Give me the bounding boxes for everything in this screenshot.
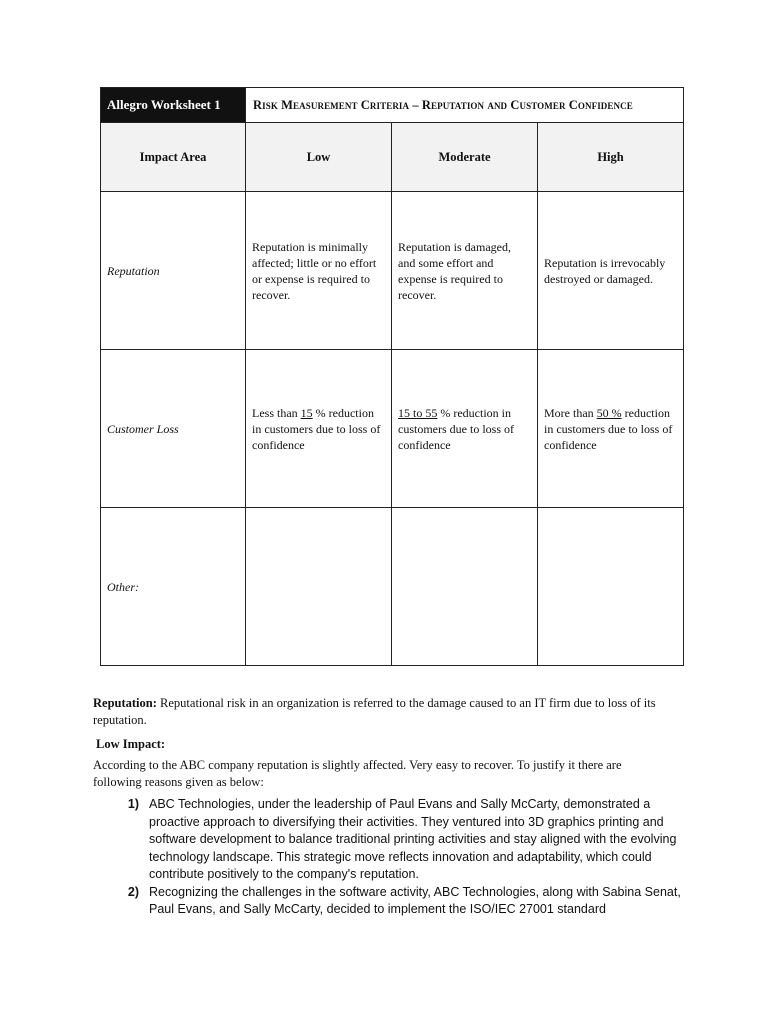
impact-area-reputation: Reputation <box>101 192 246 350</box>
low-impact-heading: Low Impact: <box>96 737 166 751</box>
worksheet-title: Allegro Worksheet 1 <box>101 88 246 123</box>
according-paragraph: According to the ABC company reputation is slightly affected. Very easy to recover. To justify it there are following reasons given as below: <box>93 758 622 789</box>
list-item-number: 2) <box>127 884 139 899</box>
low-suffix-text: % reduction in customers due to loss of confidence <box>252 405 381 452</box>
reputation-definition <box>93 695 673 729</box>
list-item-number: 1) <box>127 797 139 811</box>
risk-measurement-title: Risk Measurement Criteria – Reputation and Customer Confidence <box>246 88 684 123</box>
other-high-cell <box>538 508 684 666</box>
header-low: Low <box>246 123 392 192</box>
customer-loss-high-cell <box>538 350 684 508</box>
high-threshold-value: 50 % <box>596 405 622 420</box>
list-item <box>93 796 683 884</box>
low-prefix-text: Less than <box>252 405 301 420</box>
moderate-threshold-value: 15 to 55 <box>398 405 438 420</box>
reputation-label: Reputation: <box>93 696 157 710</box>
other-low-cell <box>246 508 392 666</box>
other-moderate-cell <box>392 508 538 666</box>
high-suffix-text: reduction in customers due to loss of confidence <box>544 405 673 452</box>
high-prefix-text: More than <box>544 405 597 420</box>
reputation-high-cell: Reputation is irrevocably destroyed or damaged. <box>538 192 684 350</box>
list-item-text: ABC Technologies, under the leadership of Paul Evans and Sally McCarty, demonstrated a proactive approach to diversifying their activities. They ventured into 3D graphics printing and software development to balance traditional printing activities and stay aligned with the evolving technology landscape. This strategic move reflects innovation and adaptability, which could contribute positively to the company's reputation. <box>149 797 677 881</box>
table-row-reputation <box>101 192 684 350</box>
low-threshold-value: 15 <box>300 405 313 420</box>
reputation-moderate-cell: Reputation is damaged, and some effort and expense is required to recover. <box>392 192 538 350</box>
list-item-text: Recognizing the challenges in the software activity, ABC Technologies, along with Sabina Senat, Paul Evans, and Sally McCarty, decided to implement the ISO/IEC 27001 standard <box>149 884 681 916</box>
customer-loss-moderate-cell <box>392 350 538 508</box>
impact-area-other: Other: <box>101 508 246 666</box>
header-high: High <box>538 123 684 192</box>
header-moderate: Moderate <box>392 123 538 192</box>
risk-criteria-table <box>100 87 684 666</box>
table-row-customer-loss <box>101 350 684 508</box>
header-impact-area: Impact Area <box>101 123 246 192</box>
reasons-list <box>93 796 683 919</box>
list-item <box>93 884 683 919</box>
moderate-suffix-text: % reduction in customers due to loss of confidence <box>398 405 514 452</box>
reputation-low-cell: Reputation is minimally affected; little or no effort or expense is required to recover. <box>246 192 392 350</box>
reputation-text: Reputational risk in an organization is referred to the damage caused to an IT firm due to loss of its reputation. <box>93 696 656 727</box>
impact-area-customer-loss: Customer Loss <box>101 350 246 508</box>
customer-loss-low-cell <box>246 350 392 508</box>
table-row-other <box>101 508 684 666</box>
table-header-row <box>101 123 684 192</box>
